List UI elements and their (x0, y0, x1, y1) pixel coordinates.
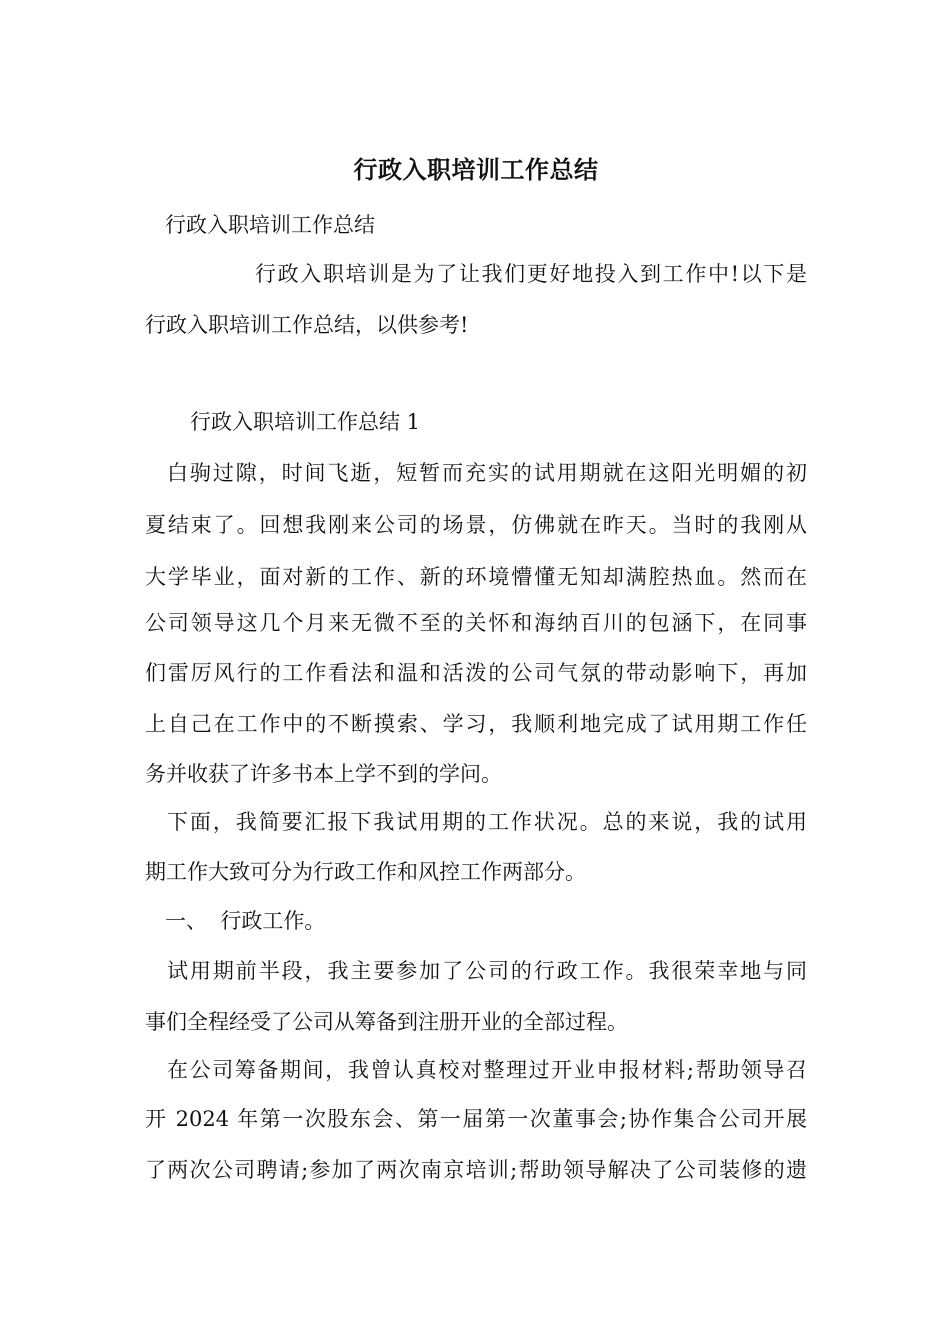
paragraph1-line-3: 大学毕业，面对新的工作、新的环境懵懂无知却满腔热血。然而在 (145, 565, 807, 589)
paragraph1-line-5: 们雷厉风行的工作看法和温和活泼的公司气氛的带动影响下，再加 (145, 661, 807, 685)
paragraph1-line-7: 务并收获了许多书本上学不到的学问。 (145, 762, 502, 786)
paragraph1-line-4: 公司领导这几个月来无微不至的关怀和海纳百川的包涵下，在同事 (145, 611, 807, 635)
paragraph3-line-1: 试用期前半段，我主要参加了公司的行政工作。我很荣幸地与同 (167, 959, 807, 983)
paragraph4-line-2: 开 2024 年第一次股东会、第一届第一次董事会;协作集合公司开展 (145, 1107, 807, 1131)
paragraph1-line-2: 夏结束了。回想我刚来公司的场景，仿佛就在昨天。当时的我刚从 (145, 513, 807, 537)
document-title: 行政入职培训工作总结 (353, 155, 599, 184)
document-subtitle: 行政入职培训工作总结 (165, 213, 375, 237)
paragraph1-line-6: 上自己在工作中的不断摸索、学习，我顺利地完成了试用期工作任 (145, 712, 807, 736)
item1-heading: 一、 行政工作。 (165, 909, 326, 933)
intro-line-2: 行政入职培训工作总结，以供参考! (145, 313, 469, 337)
paragraph4-line-3: 了两次公司聘请;参加了两次南京培训;帮助领导解决了公司装修的遗 (145, 1158, 807, 1182)
paragraph1-line-1: 白驹过隙，时间飞逝，短暂而充实的试用期就在这阳光明媚的初 (167, 461, 807, 485)
paragraph2-line-1: 下面，我简要汇报下我试用期的工作状况。总的来说，我的试用 (167, 810, 807, 834)
paragraph2-line-2: 期工作大致可分为行政工作和风控工作两部分。 (145, 860, 586, 884)
section-heading: 行政入职培训工作总结 1 (190, 410, 421, 434)
paragraph3-line-2: 事们全程经受了公司从筹备到注册开业的全部过程。 (145, 1010, 628, 1034)
intro-line-1: 行政入职培训是为了让我们更好地投入到工作中!以下是 (255, 262, 807, 286)
paragraph4-line-1: 在公司筹备期间，我曾认真校对整理过开业申报材料;帮助领导召 (167, 1058, 807, 1082)
